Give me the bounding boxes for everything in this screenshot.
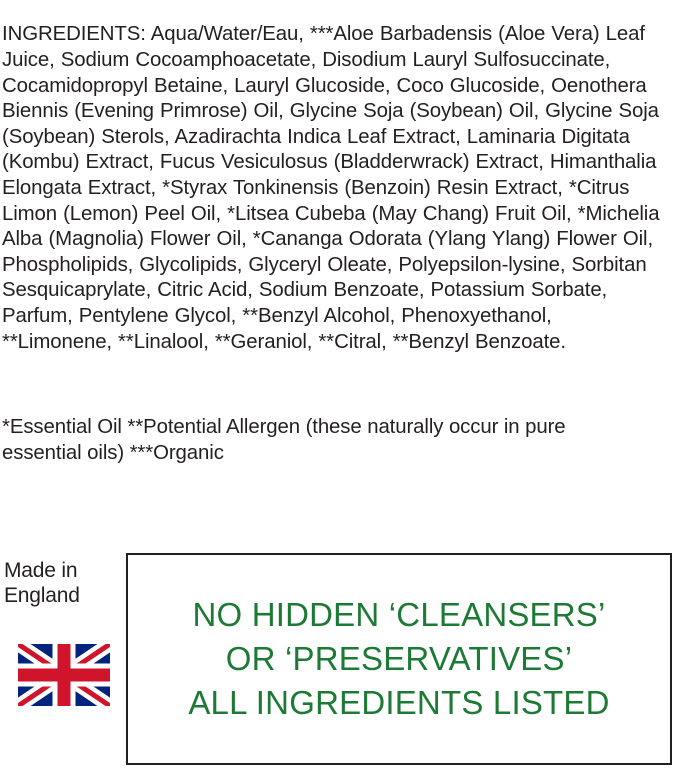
ingredients-list: Aqua/Water/Eau, ***Aloe Barbadensis (Aloe Vera) Leaf Juice, Sodium Cocoamphoacetate, Disodium Lauryl Sulfosuccinate, Cocamidopropyl Betaine, Lauryl Glucoside, Coco Glucoside, Oenothera Biennis (Evening Primrose) Oil, Glycine Soja (Soybean) Oil, Glycine Soja (Soybean) Sterols, Azadirachta Indica Leaf Extract, Laminaria Digitata (Kombu) Extract, Fucus Vesiculosus (Bladderwrack) Extract, Himanthalia Elongata Extract, *Styrax Tonkinensis (Benzoin) Resin Extract, *Citrus Limon (Lemon) Peel Oil, *Litsea Cubeba (May Chang) Fruit Oil, *Michelia Alba (Magnolia) Flower Oil, *Cananga Odorata (Ylang Ylang) Flower Oil, Phospholipids, Glycolipids, Glyceryl Oleate, Polyepsilon-lysine, Sorbitan Sesquicaprylate, Citric Acid, Sodium Benzoate, Potassium Sorbate, Parfum, Pentylene Glycol, **Benzyl Alcohol, Phenoxyethanol, **Limonene, **Linalool, **Geraniol, **Citral, **Benzyl Benzoate. xyxy=(2,23,660,353)
claim-line-2: OR ‘PRESERVATIVES’ xyxy=(225,640,573,677)
claim-line-1: NO HIDDEN ‘CLEANSERS’ xyxy=(192,596,606,633)
claim-box xyxy=(126,553,672,765)
footnotes-text: *Essential Oil **Potential Allergen (these naturally occur in pure essential oils) ***Organic xyxy=(2,416,566,464)
ingredients-label: INGREDIENTS: xyxy=(2,23,146,46)
ingredients-paragraph xyxy=(2,22,666,355)
footnotes xyxy=(2,415,642,466)
origin-block xyxy=(4,558,114,608)
ingredients-block xyxy=(2,2,666,376)
union-jack-flag-icon xyxy=(18,644,110,706)
origin-line-1: Made in xyxy=(4,559,78,582)
claim-line-3: ALL INGREDIENTS LISTED xyxy=(188,684,610,721)
origin-line-2: England xyxy=(4,584,80,607)
